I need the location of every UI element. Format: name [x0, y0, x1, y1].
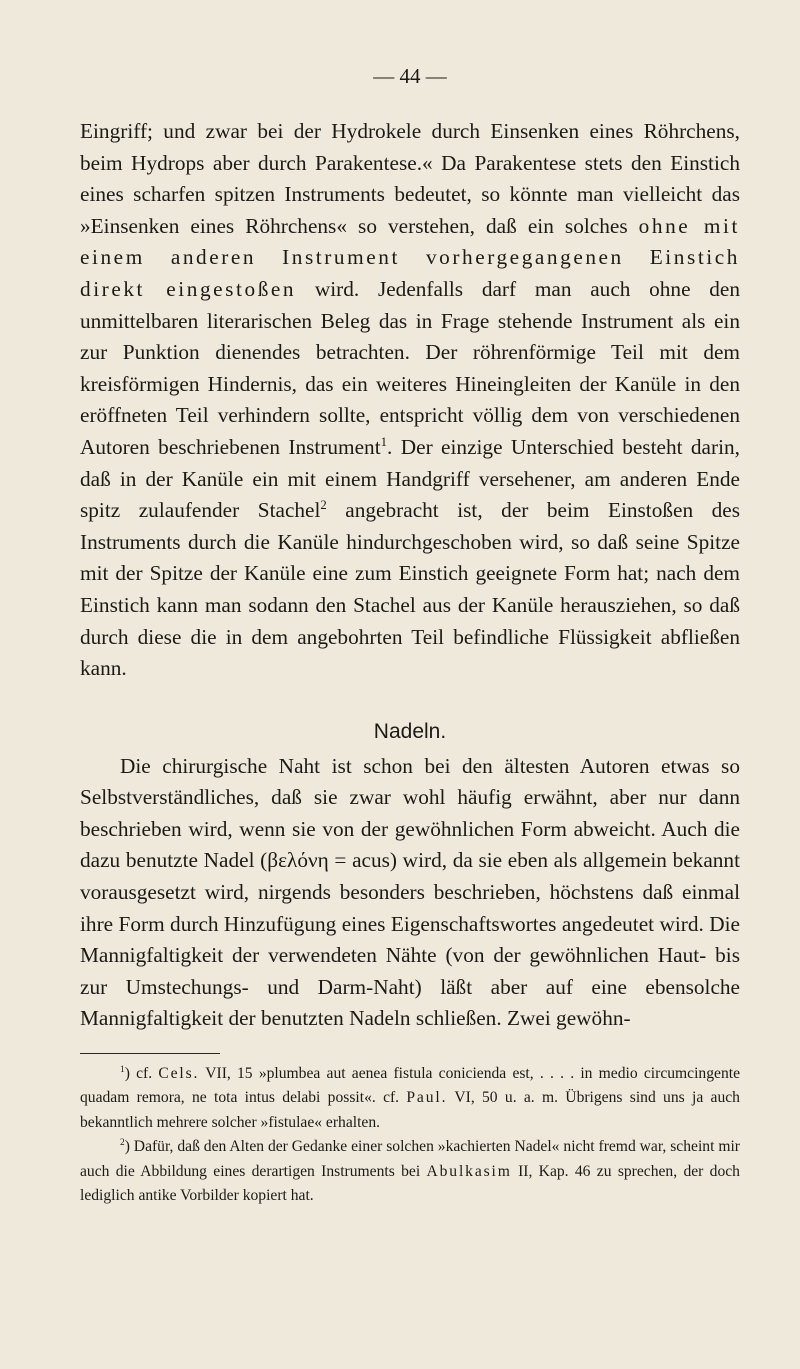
spaced-emphasis: ohne mit einem anderen Instrument vorhergegangenen Einstich direkt eingestoßen [80, 213, 740, 301]
footnote-author: Paul. [406, 1089, 448, 1107]
paragraph-punktion [80, 116, 740, 685]
footnote-author: Abulkasim [426, 1162, 512, 1180]
section-heading-nadeln: Nadeln. [373, 719, 447, 743]
footnote-author: Cels. [158, 1065, 200, 1083]
footnote-text: ) cf. [124, 1065, 159, 1083]
paragraph-nadeln: Die chirurgische Naht ist schon bei den ältesten Autoren etwas so Selbstverständliches, daß sie zwar wohl häufig erwähnt, aber nur dann beschrieben wird, wenn sie von der gewöhnlichen Form abweicht. Auch die dazu benutzte Nadel (βελόνη = acus) wird, da sie eben als allgemein bekannt vorausgesetzt wird, nirgends besonders beschrieben, höchstens daß einmal ihre Form durch Hinzufügung eines Eigenschaftswortes angedeutet wird. Die Mannigfaltigkeit der verwendeten Nähte (von der gewöhnlichen Haut- bis zur Umstechungs- und Darm-Naht) läßt aber auf eine ebensolche Mannigfaltigkeit der benutzten Nadeln schließen. Zwei gewöhn- [80, 753, 740, 1031]
footnote-ref-1[interactable]: 1 [380, 434, 388, 449]
footnote-mark-1: 1 [120, 1064, 125, 1075]
footnote-text: VI, 50 u. a. m. Übrigens sind uns ja auch bekanntlich mehrere solcher »fistulae« erhalten. [80, 1089, 740, 1131]
paragraph-text: angebracht ist, der beim Einstoßen des Instruments durch die Kanüle hindurchgeschoben wird, so daß seine Spitze mit der Spitze der Kanüle eine zum Einstich geeignete Form hat; nach dem Einstich kann man sodann den Stachel aus der Kanüle herausziehen, so daß durch diese die in dem angebohrten Teil befindliche Flüssigkeit abfließen kann. [80, 498, 741, 681]
footnote-divider [80, 1053, 220, 1054]
paragraph-text: wird. Jedenfalls darf man auch ohne den unmittelbaren literarischen Beleg das in Frage stehende Instrument als ein zur Punktion dienendes betrachten. Der röhrenförmige Teil mit dem kreisförmigen Hindernis, das ein weiteres Hineingleiten der Kanüle in den eröffneten Teil verhindern sollte, entspricht völlig dem von verschiedenen Autoren beschriebenen Instrument [80, 276, 741, 459]
page-number: — 44 — [373, 64, 447, 88]
footnotes [80, 1062, 740, 1208]
footnote-text: ) Dafür, daß den Alten der Gedanke einer solchen »kachierten Nadel« nicht fremd war, scheint mir auch die Abbildung eines derartigen Instruments bei [80, 1138, 740, 1180]
footnote-1 [80, 1062, 740, 1135]
paragraph-text: . Der einzige Unterschied besteht darin, daß in der Kanüle ein mit einem Handgriff versehener, am anderen Ende spitz zulaufender Stachel [80, 434, 740, 523]
footnote-2 [80, 1135, 740, 1208]
paragraph-text: Eingriff; und zwar bei der Hydrokele durch Einsenken eines Röhrchens, beim Hydrops aber durch Parakentese.« Da Parakentese stets den Einstich eines scharfen spitzen Instruments bedeutet, so könnte man vielleicht das »Einsenken eines Röhrchens« so verstehen, daß ein solches [80, 119, 740, 238]
footnote-mark-2: 2 [120, 1138, 125, 1149]
footnote-text: VII, 15 »plumbea aut aenea fistula conicienda est, . . . . in medio circumcingente quadam remora, ne tota intus delabi possit«. cf. [80, 1065, 740, 1107]
footnote-text: II, Kap. 46 zu sprechen, der doch lediglich antike Vorbilder kopiert hat. [80, 1162, 740, 1205]
footnote-ref-2[interactable]: 2 [320, 498, 327, 513]
